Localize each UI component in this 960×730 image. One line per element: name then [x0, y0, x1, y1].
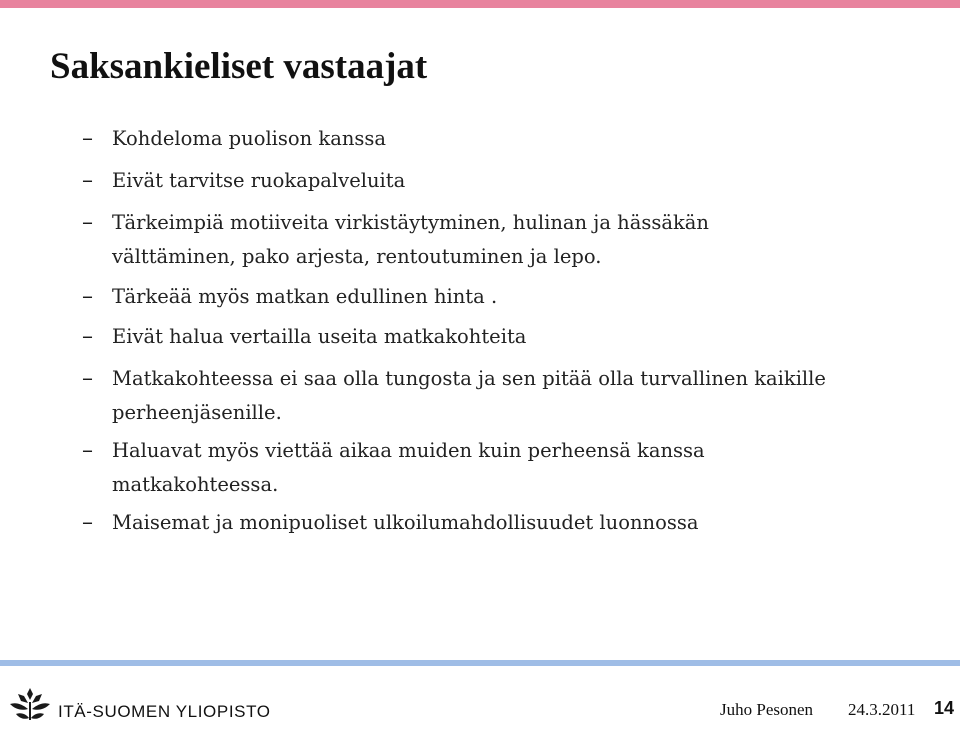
bullet-item — [82, 362, 942, 430]
dash-bullet-icon: – — [82, 168, 93, 193]
bullet-text: Maisemat ja monipuoliset ulkoilumahdollisuudet luonnossa — [112, 511, 699, 534]
bullet-item — [82, 506, 942, 540]
slide-title: Saksankieliset vastaajat — [50, 46, 428, 87]
university-name: ITÄ-SUOMEN YLIOPISTO — [58, 702, 271, 721]
bullet-text: Matkakohteessa ei saa olla tungosta ja sen pitää olla turvallinen kaikille perheenjäsenille. — [112, 367, 826, 424]
dash-bullet-icon: – — [82, 324, 93, 349]
bullet-text: Eivät halua vertailla useita matkakohteita — [112, 325, 527, 348]
dash-bullet-icon: – — [82, 284, 93, 309]
bullet-item — [82, 280, 942, 314]
bullet-item — [82, 122, 942, 156]
page-number: 14 — [934, 698, 955, 718]
bullet-item — [82, 434, 942, 502]
bullet-text: Haluavat myös viettää aikaa muiden kuin perheensä kanssa matkakohteessa. — [112, 439, 705, 496]
bullet-item — [82, 164, 942, 198]
top-accent-bar — [0, 0, 960, 8]
bullet-item — [82, 206, 942, 274]
bullet-text: Kohdeloma puolison kanssa — [112, 127, 387, 150]
logo-shape — [10, 688, 50, 720]
university-logo-icon — [8, 680, 52, 724]
bullet-text: Tärkeimpiä motiiveita virkistäytyminen, hulinan ja hässäkän välttäminen, pako arjesta, rentoutuminen ja lepo. — [112, 211, 709, 268]
bullet-text: Eivät tarvitse ruokapalveluita — [112, 169, 406, 192]
bullet-item — [82, 320, 942, 354]
bullet-text: Tärkeää myös matkan edullinen hinta . — [112, 285, 498, 308]
slide-date: 24.3.2011 — [848, 700, 916, 719]
dash-bullet-icon: – — [82, 438, 93, 463]
author-name: Juho Pesonen — [720, 700, 814, 719]
dash-bullet-icon: – — [82, 510, 93, 535]
bottom-accent-bar — [0, 660, 960, 666]
dash-bullet-icon: – — [82, 366, 93, 391]
dash-bullet-icon: – — [82, 126, 93, 151]
dash-bullet-icon: – — [82, 210, 93, 235]
